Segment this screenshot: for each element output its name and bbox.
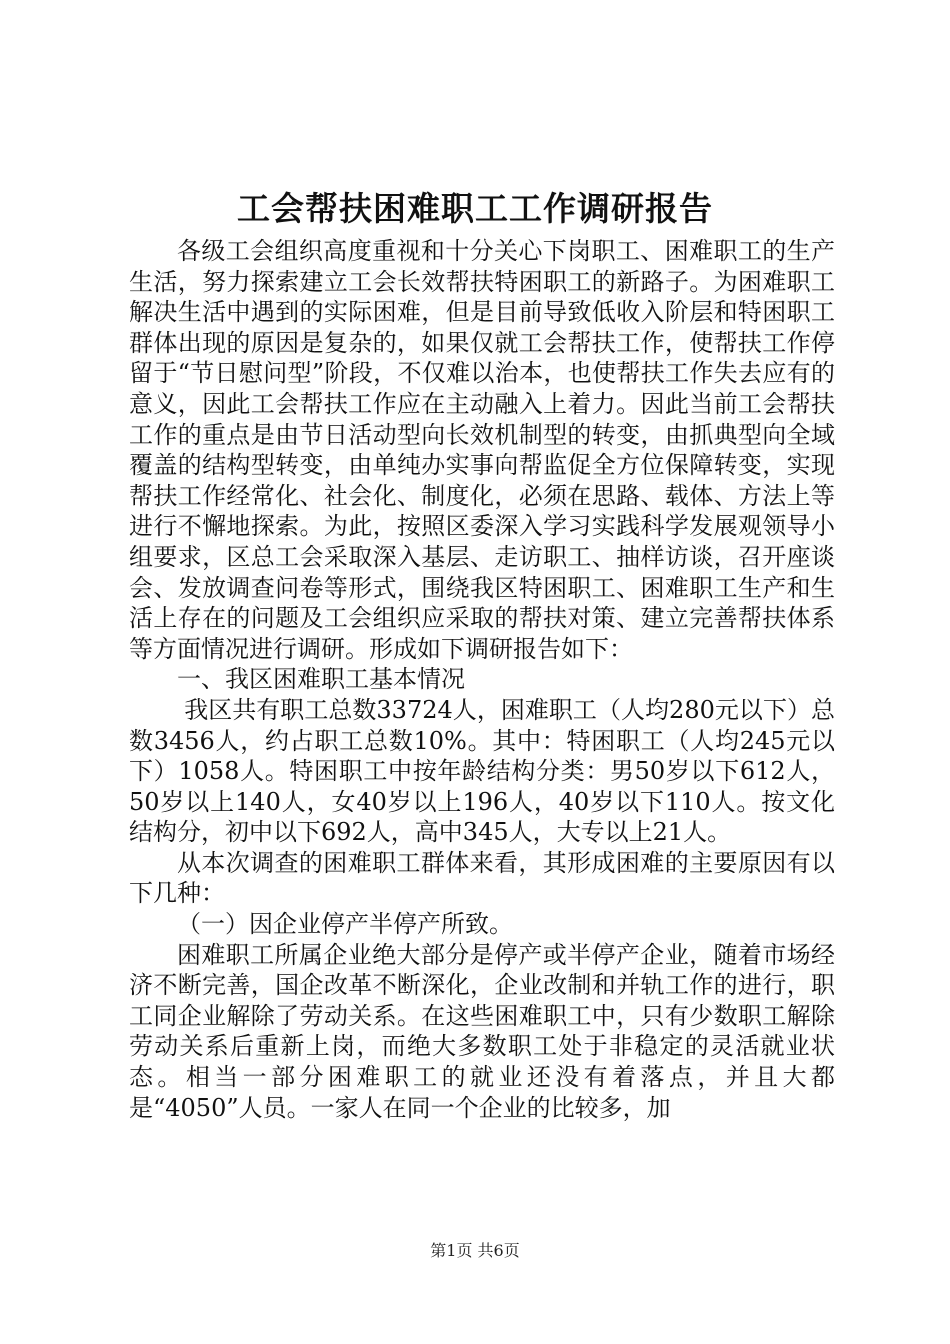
document-body — [129, 236, 835, 1123]
causes-intro-paragraph: 从本次调查的困难职工群体来看，其形成困难的主要原因有以下几种： — [129, 848, 835, 908]
subsection-heading: （一）因企业停产半停产所致。 — [177, 910, 513, 939]
page-number-footer: 第1页 共6页 — [430, 1241, 520, 1260]
document-title: 工会帮扶困难职工工作调研报告 — [237, 189, 713, 228]
intro-paragraph: 各级工会组织高度重视和十分关心下岗职工、困难职工的生产生活，努力探索建立工会长效帮扶特困职工的新路子。为困难职工解决生活中遇到的实际困难，但是目前导致低收入阶层和特困职工群体出现的原因是复杂的，如果仅就工会帮扶工作，使帮扶工作停留于“节日慰问型”阶段，不仅难以治本，也使帮扶工作失去应有的意义，因此工会帮扶工作应在主动融入上着力。因此当前工会帮扶工作的重点是由节日活动型向长效机制型的转变，由抓典型向全域覆盖的结构型转变，由单纯办实事向帮监促全方位保障转变，实现帮扶工作经常化、社会化、制度化，必须在思路、载体、方法上等进行不懈地探索。为此，按照区委深入学习实践科学发展观领导小组要求，区总工会采取深入基层、走访职工、抽样访谈，召开座谈会、发放调查问卷等形式，围绕我区特困职工、困难职工生产和生活上存在的问题及工会组织应采取的帮扶对策、建立完善帮扶体系等方面情况进行调研。形成如下调研报告如下： — [129, 237, 835, 663]
section-heading: 一、我区困难职工基本情况 — [177, 665, 465, 694]
statistics-paragraph: 我区共有职工总数33724人，困难职工（人均280元以下）总数3456人，约占职工总数10%。其中：特困职工（人均245元以下）1058人。特困职工中按年龄结构分类：男50岁以下612人，50岁以上140人，女40岁以上196人，40岁以下110人。按文化结构分，初中以下692人，高中345人，大专以上21人。 — [129, 695, 835, 847]
cause-detail-paragraph: 困难职工所属企业绝大部分是停产或半停产企业，随着市场经济不断完善，国企改革不断深化，企业改制和并轨工作的进行，职工同企业解除了劳动关系。在这些困难职工中，只有少数职工解除劳动关系后重新上岗，而绝大多数职工处于非稳定的灵活就业状态。相当一部分困难职工的就业还没有着落点，并且大都是“4050”人员。一家人在同一个企业的比较多，加 — [129, 940, 835, 1122]
